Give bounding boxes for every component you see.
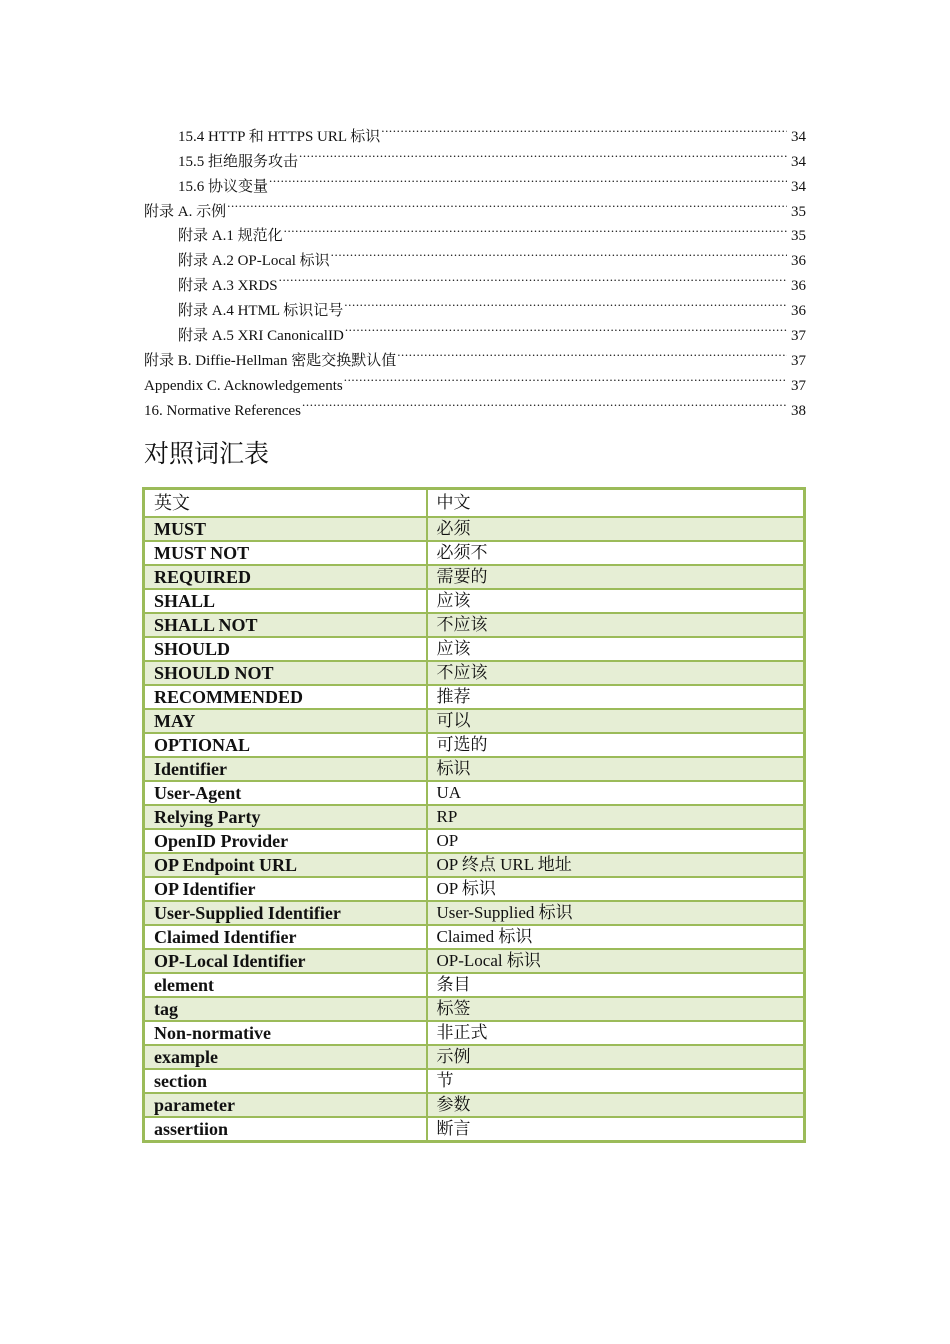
glossary-term-en: MAY	[144, 709, 427, 733]
toc-page-number: 34	[791, 153, 806, 170]
glossary-title: 对照词汇表	[144, 441, 270, 468]
glossary-term-en: section	[144, 1069, 427, 1093]
toc-leader-dots	[344, 290, 787, 315]
glossary-row	[144, 781, 805, 805]
glossary-term-zh: 示例	[427, 1045, 805, 1069]
toc-page-number: 35	[791, 228, 806, 245]
glossary-term-zh: OP 标识	[427, 877, 805, 901]
glossary-term-zh: 非正式	[427, 1021, 805, 1045]
glossary-term-zh: 参数	[427, 1093, 805, 1117]
glossary-term-zh: 不应该	[427, 613, 805, 637]
glossary-row	[144, 733, 805, 757]
glossary-row	[144, 685, 805, 709]
toc-page-number: 38	[791, 402, 806, 419]
glossary-term-zh: OP	[427, 829, 805, 853]
glossary-term-zh: 标签	[427, 997, 805, 1021]
toc-entry-title: 15.6 协议变量	[178, 178, 269, 195]
glossary-row	[144, 829, 805, 853]
toc-leader-dots	[331, 240, 787, 265]
glossary-term-zh: UA	[427, 781, 805, 805]
toc-entry-title: 附录 A.5 XRI CanonicalID	[178, 328, 344, 345]
glossary-row	[144, 613, 805, 637]
glossary-term-en: SHOULD	[144, 637, 427, 661]
glossary-term-en: SHALL	[144, 589, 427, 613]
glossary-row	[144, 517, 805, 541]
toc-entry-title: 附录 A.1 规范化	[178, 228, 283, 245]
glossary-term-en: OP Endpoint URL	[144, 853, 427, 877]
toc-leader-dots	[381, 116, 787, 141]
glossary-term-en: Relying Party	[144, 805, 427, 829]
glossary-term-en: parameter	[144, 1093, 427, 1117]
glossary-row	[144, 1021, 805, 1045]
glossary-row	[144, 973, 805, 997]
glossary-term-en: OPTIONAL	[144, 733, 427, 757]
toc-page-number: 37	[791, 352, 806, 369]
glossary-term-zh: 必须不	[427, 541, 805, 565]
glossary-term-en: SHOULD NOT	[144, 661, 427, 685]
glossary-term-en: Non-normative	[144, 1021, 427, 1045]
toc-leader-dots	[302, 390, 787, 415]
glossary-term-en: MUST	[144, 517, 427, 541]
glossary-term-zh: 必须	[427, 517, 805, 541]
glossary-term-zh: 节	[427, 1069, 805, 1093]
glossary-term-zh: 可以	[427, 709, 805, 733]
glossary-term-zh: 可选的	[427, 733, 805, 757]
toc-entry[interactable]	[144, 191, 806, 220]
glossary-term-zh: User-Supplied 标识	[427, 901, 805, 925]
glossary-term-en: RECOMMENDED	[144, 685, 427, 709]
glossary-term-en: OP Identifier	[144, 877, 427, 901]
glossary-term-en: tag	[144, 997, 427, 1021]
toc-leader-dots	[397, 340, 787, 365]
glossary-row	[144, 1069, 805, 1093]
glossary-row	[144, 589, 805, 613]
glossary-table	[142, 487, 806, 1143]
toc-leader-dots	[344, 365, 787, 390]
glossary-row	[144, 757, 805, 781]
glossary-term-zh: Claimed 标识	[427, 925, 805, 949]
toc-page-number: 36	[791, 253, 806, 270]
glossary-row	[144, 853, 805, 877]
toc-leader-dots	[227, 191, 787, 216]
toc-leader-dots	[299, 141, 787, 166]
glossary-term-en: SHALL NOT	[144, 613, 427, 637]
glossary-row	[144, 661, 805, 685]
toc-leader-dots	[269, 166, 787, 191]
glossary-term-zh: 断言	[427, 1117, 805, 1142]
toc-entry-title: 附录 A.3 XRDS	[178, 278, 278, 295]
glossary-row	[144, 997, 805, 1021]
toc-entry[interactable]	[144, 116, 806, 145]
toc-leader-dots	[345, 315, 787, 340]
glossary-term-zh: 应该	[427, 589, 805, 613]
glossary-row	[144, 1045, 805, 1069]
glossary-term-zh: 不应该	[427, 661, 805, 685]
toc-entry[interactable]	[144, 216, 806, 245]
toc-entry-title: 附录 B. Diffie-Hellman 密匙交换默认值	[144, 352, 397, 369]
glossary-term-en: example	[144, 1045, 427, 1069]
glossary-row	[144, 949, 805, 973]
glossary-term-zh: 需要的	[427, 565, 805, 589]
table-of-contents	[144, 116, 806, 419]
toc-page-number: 37	[791, 328, 806, 345]
glossary-term-zh: RP	[427, 805, 805, 829]
toc-entry-title: 15.5 拒绝服务攻击	[178, 153, 299, 170]
glossary-term-zh: OP 终点 URL 地址	[427, 853, 805, 877]
glossary-term-en: Claimed Identifier	[144, 925, 427, 949]
glossary-row	[144, 541, 805, 565]
glossary-term-en: MUST NOT	[144, 541, 427, 565]
toc-leader-dots	[284, 216, 787, 241]
toc-entry-title: 15.4 HTTP 和 HTTPS URL 标识	[178, 128, 381, 145]
toc-entry-title: 附录 A.2 OP-Local 标识	[178, 253, 330, 270]
glossary-header-zh: 中文	[427, 489, 805, 517]
glossary-row	[144, 1093, 805, 1117]
glossary-row	[144, 709, 805, 733]
glossary-row	[144, 565, 805, 589]
glossary-term-zh: 推荐	[427, 685, 805, 709]
glossary-term-zh: 条目	[427, 973, 805, 997]
glossary-row	[144, 1117, 805, 1142]
glossary-term-en: assertiion	[144, 1117, 427, 1142]
toc-entry-title: Appendix C. Acknowledgements	[144, 377, 343, 394]
glossary-term-en: User-Supplied Identifier	[144, 901, 427, 925]
glossary-term-en: User-Agent	[144, 781, 427, 805]
glossary-term-en: OP-Local Identifier	[144, 949, 427, 973]
glossary-header-row	[144, 489, 805, 517]
glossary-term-en: REQUIRED	[144, 565, 427, 589]
toc-page-number: 34	[791, 128, 806, 145]
glossary-row	[144, 805, 805, 829]
glossary-header-en: 英文	[144, 489, 427, 517]
glossary-term-en: OpenID Provider	[144, 829, 427, 853]
glossary-row	[144, 901, 805, 925]
glossary-term-zh: 标识	[427, 757, 805, 781]
toc-entry-title: 16. Normative References	[144, 402, 302, 419]
glossary-term-en: element	[144, 973, 427, 997]
glossary-row	[144, 877, 805, 901]
glossary-row	[144, 925, 805, 949]
toc-page-number: 36	[791, 278, 806, 295]
glossary-row	[144, 637, 805, 661]
toc-page-number: 36	[791, 303, 806, 320]
toc-page-number: 35	[791, 203, 806, 220]
glossary-term-zh: OP-Local 标识	[427, 949, 805, 973]
toc-leader-dots	[279, 265, 787, 290]
glossary-term-zh: 应该	[427, 637, 805, 661]
toc-entry-title: 附录 A. 示例	[144, 203, 227, 220]
toc-page-number: 37	[791, 377, 806, 394]
toc-entry-title: 附录 A.4 HTML 标识记号	[178, 303, 344, 320]
toc-page-number: 34	[791, 178, 806, 195]
glossary-term-en: Identifier	[144, 757, 427, 781]
